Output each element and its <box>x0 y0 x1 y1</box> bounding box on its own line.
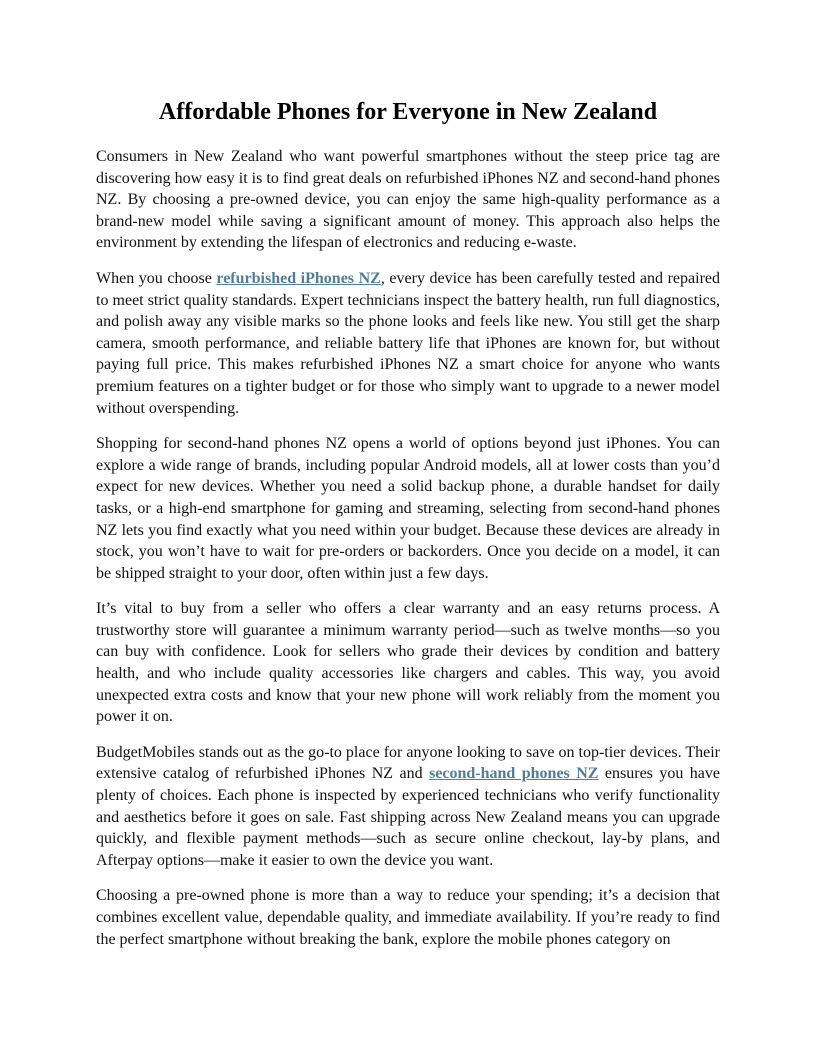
paragraph-second-hand-phones: Shopping for second-hand phones NZ opens a world of options beyond just iPhones. You can explore a wide range of brands, including popular Android models, all at lower costs than you’d expect for new devices. Whether you need a solid backup phone, a durable handset for daily tasks, or a high-end smartphone for gaming and streaming, selecting from second-hand phones NZ lets you find exactly what you need within your budget. Because these devices are already in stock, you won’t have to wait for pre-orders or backorders. Once you decide on a model, it can be shipped straight to your door, often within just a few days. <box>96 435 720 582</box>
paragraph-text: ensures you have plenty of choices. Each phone is inspected by experienced technicians who verify functionality and aesthetics before it goes on sale. Fast shipping across New Zealand means you can upgrade quickly, and flexible payment methods—such as secure online checkout, lay-by plans, and Afterpay options—make it easier to own the device you want. <box>96 765 721 869</box>
paragraph-intro: Consumers in New Zealand who want powerful smartphones without the steep price tag are discovering how easy it is to find great deals on refurbished iPhones NZ and second-hand phones NZ. By choosing a pre-owned device, you can enjoy the same high-quality performance as a brand-new model while saving a significant amount of money. This approach also helps the environment by extending the lifespan of electronics and reducing e-waste. <box>96 148 720 252</box>
paragraph-warranty: It’s vital to buy from a seller who offers a clear warranty and an easy returns process. A trustworthy store will guarantee a minimum warranty period—such as twelve months—so you can buy with confidence. Look for sellers who grade their devices by condition and battery health, and who include quality accessories like chargers and cables. This way, you avoid unexpected extra costs and know that your new phone will work reliably from the moment you power it on. <box>96 600 720 726</box>
paragraph-refurbished-iphones <box>96 268 720 419</box>
paragraph-text: BudgetMobiles stands out as the go-to place for anyone looking to save on top-tier devices. Their extensive catalog of refurbished iPhones NZ and <box>96 743 720 783</box>
document-title: Affordable Phones for Everyone in New Zealand <box>158 99 658 125</box>
paragraph-conclusion: Choosing a pre-owned phone is more than a way to reduce your spending; it’s a decision that combines excellent value, dependable quality, and immediate availability. If you’re ready to find the perfect smartphone without breaking the bank, explore the mobile phones category on <box>96 887 720 948</box>
document-page <box>96 0 720 950</box>
paragraph-text: , every device has been carefully tested and repaired to meet strict quality standards. Expert technicians inspect the battery health, run full diagnostics, and polish away any visible marks so the phone looks and feels like new. You still get the sharp camera, smooth performance, and reliable battery life that iPhones are known for, but without paying full price. This makes refurbished iPhones NZ a smart choice for anyone who wants premium features on a tighter budget or for those who simply want to upgrade to a newer model without overspending. <box>96 269 720 417</box>
refurbished-iphones-link[interactable]: refurbished iPhones NZ <box>216 269 381 287</box>
second-hand-phones-link[interactable]: second-hand phones NZ <box>429 765 599 783</box>
paragraph-text: When you choose <box>96 269 217 287</box>
paragraph-budgetmobiles <box>96 742 720 872</box>
